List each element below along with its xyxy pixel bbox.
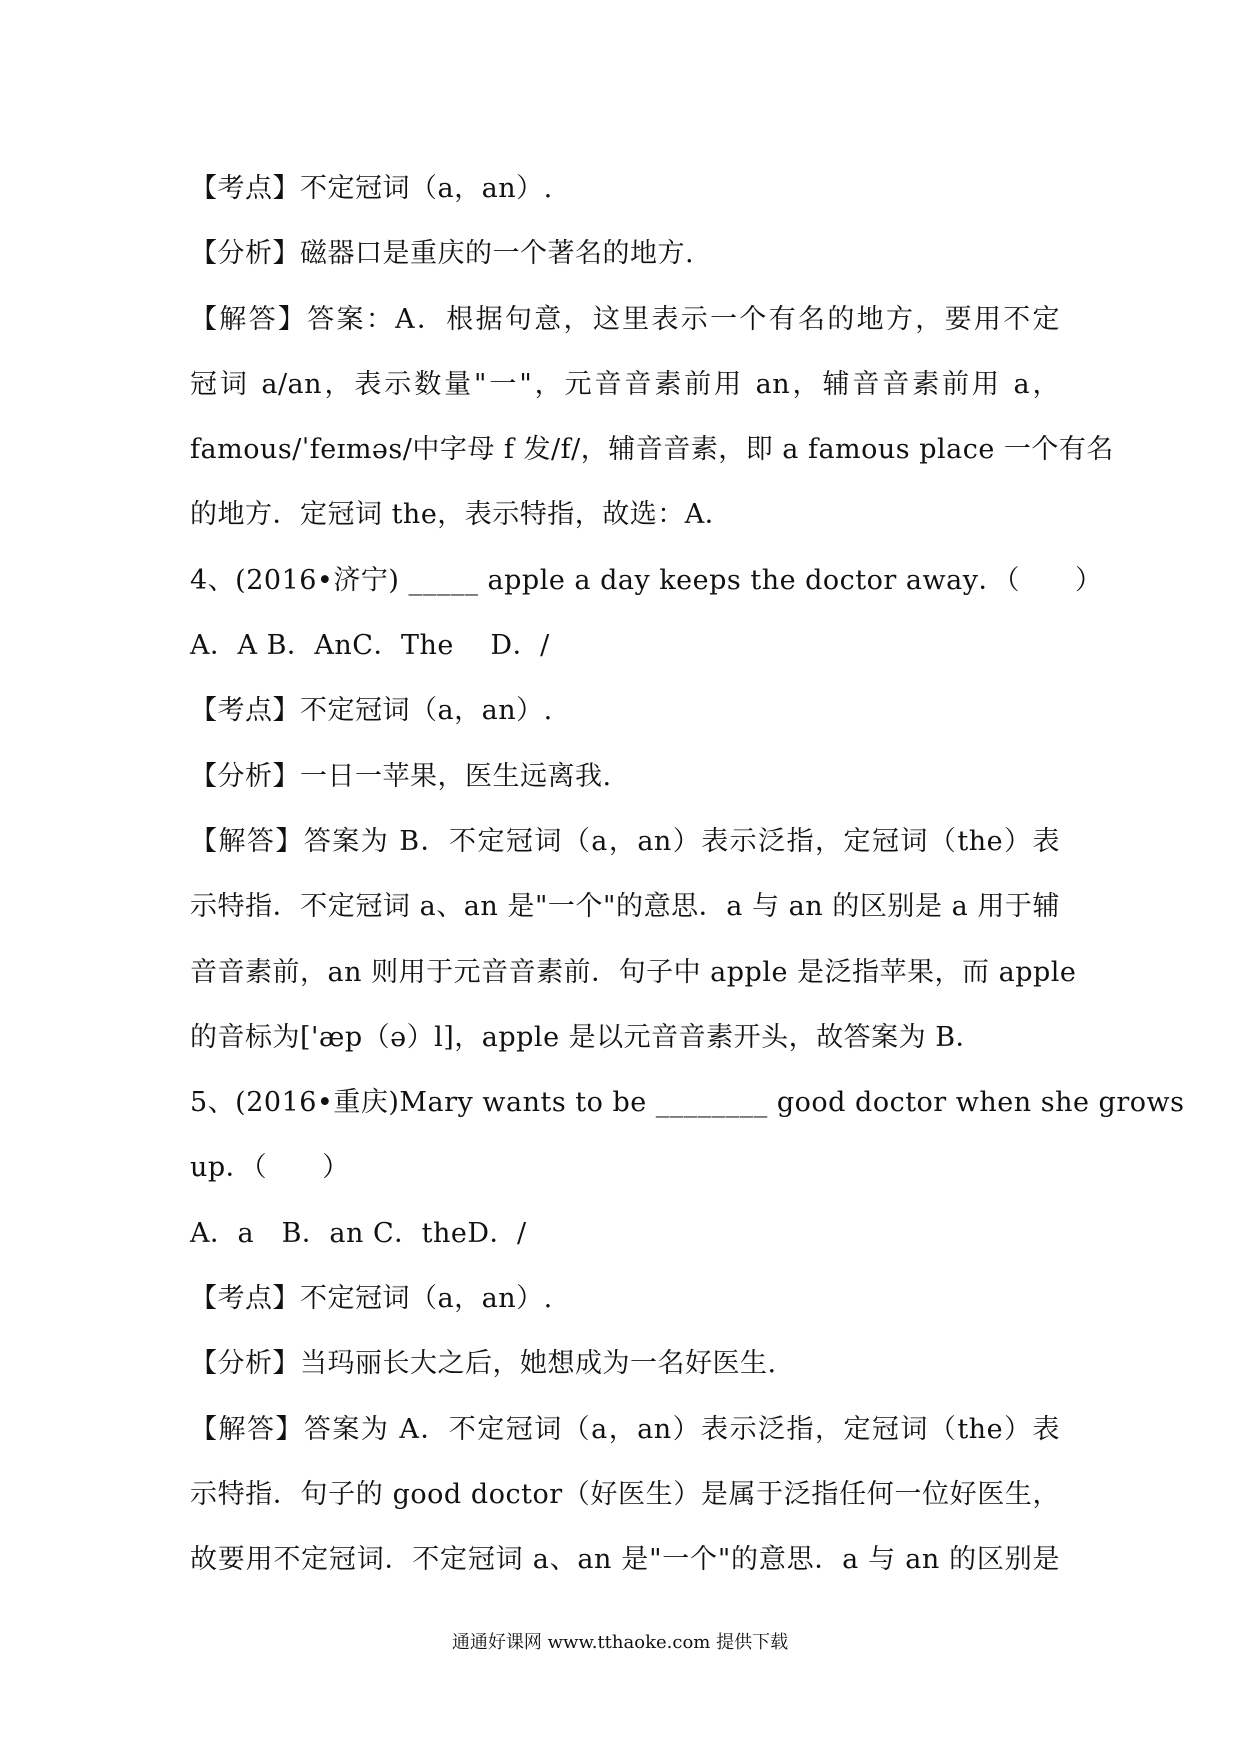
question-4-options: A．A B．AnC．The D．/ [190, 630, 550, 662]
text-line: 示特指．不定冠词 a、an 是"一个"的意思．a 与 an 的区别是 a 用于辅 [190, 891, 1060, 923]
text-line: 冠词 a/an，表示数量"一"，元音音素前用 an，辅音音素前用 a， [190, 368, 1060, 400]
text-line: 【解答】答案为 B．不定冠词（a，an）表示泛指，定冠词（the）表 [190, 825, 1060, 857]
text-line: 的地方．定冠词 the，表示特指，故选：A． [190, 499, 733, 531]
text-line: 【考点】不定冠词（a，an）. [190, 173, 553, 204]
text-line: 【考点】不定冠词（a，an）. [190, 1283, 553, 1315]
page-footer: 通通好课网 www.tthaoke.com 提供下载 [451, 1632, 789, 1653]
text-line: 音音素前，an 则用于元音音素前．句子中 apple 是泛指苹果，而 apple [190, 956, 1077, 988]
question-5: 5、(2016•重庆)Mary wants to be ________ good doctor when she grows [190, 1087, 1185, 1119]
text-line: 的音标为['æp（ə）l]，apple 是以元音音素开头，故答案为 B． [190, 1021, 984, 1053]
text-line: 【分析】一日一苹果，医生远离我. [190, 760, 612, 792]
text-line: famous/ˈfeɪməs/中字母 f 发/f/，辅音音素，即 a famous place 一个有名 [190, 434, 1114, 466]
text-line: 【解答】答案：A．根据句意，这里表示一个有名的地方，要用不定 [190, 303, 1060, 335]
text-line: 【解答】答案为 A．不定冠词（a，an）表示泛指，定冠词（the）表 [190, 1413, 1060, 1445]
text-line: up．（ ） [190, 1152, 350, 1184]
text-line: 【分析】当玛丽长大之后，她想成为一名好医生. [190, 1348, 777, 1380]
document-body [190, 156, 1185, 1593]
text-line: 【分析】磁器口是重庆的一个著名的地方. [190, 238, 695, 270]
question-4: 4、(2016•济宁) _____ apple a day keeps the doctor away．（ ） [190, 564, 1103, 596]
text-line: 故要用不定冠词．不定冠词 a、an 是"一个"的意思．a 与 an 的区别是 [190, 1544, 1060, 1576]
text-line: 【考点】不定冠词（a，an）. [190, 695, 553, 727]
text-line: 示特指．句子的 good doctor（好医生）是属于泛指任何一位好医生， [190, 1478, 1060, 1510]
question-5-options: A．a B．an C．theD．/ [190, 1217, 527, 1249]
